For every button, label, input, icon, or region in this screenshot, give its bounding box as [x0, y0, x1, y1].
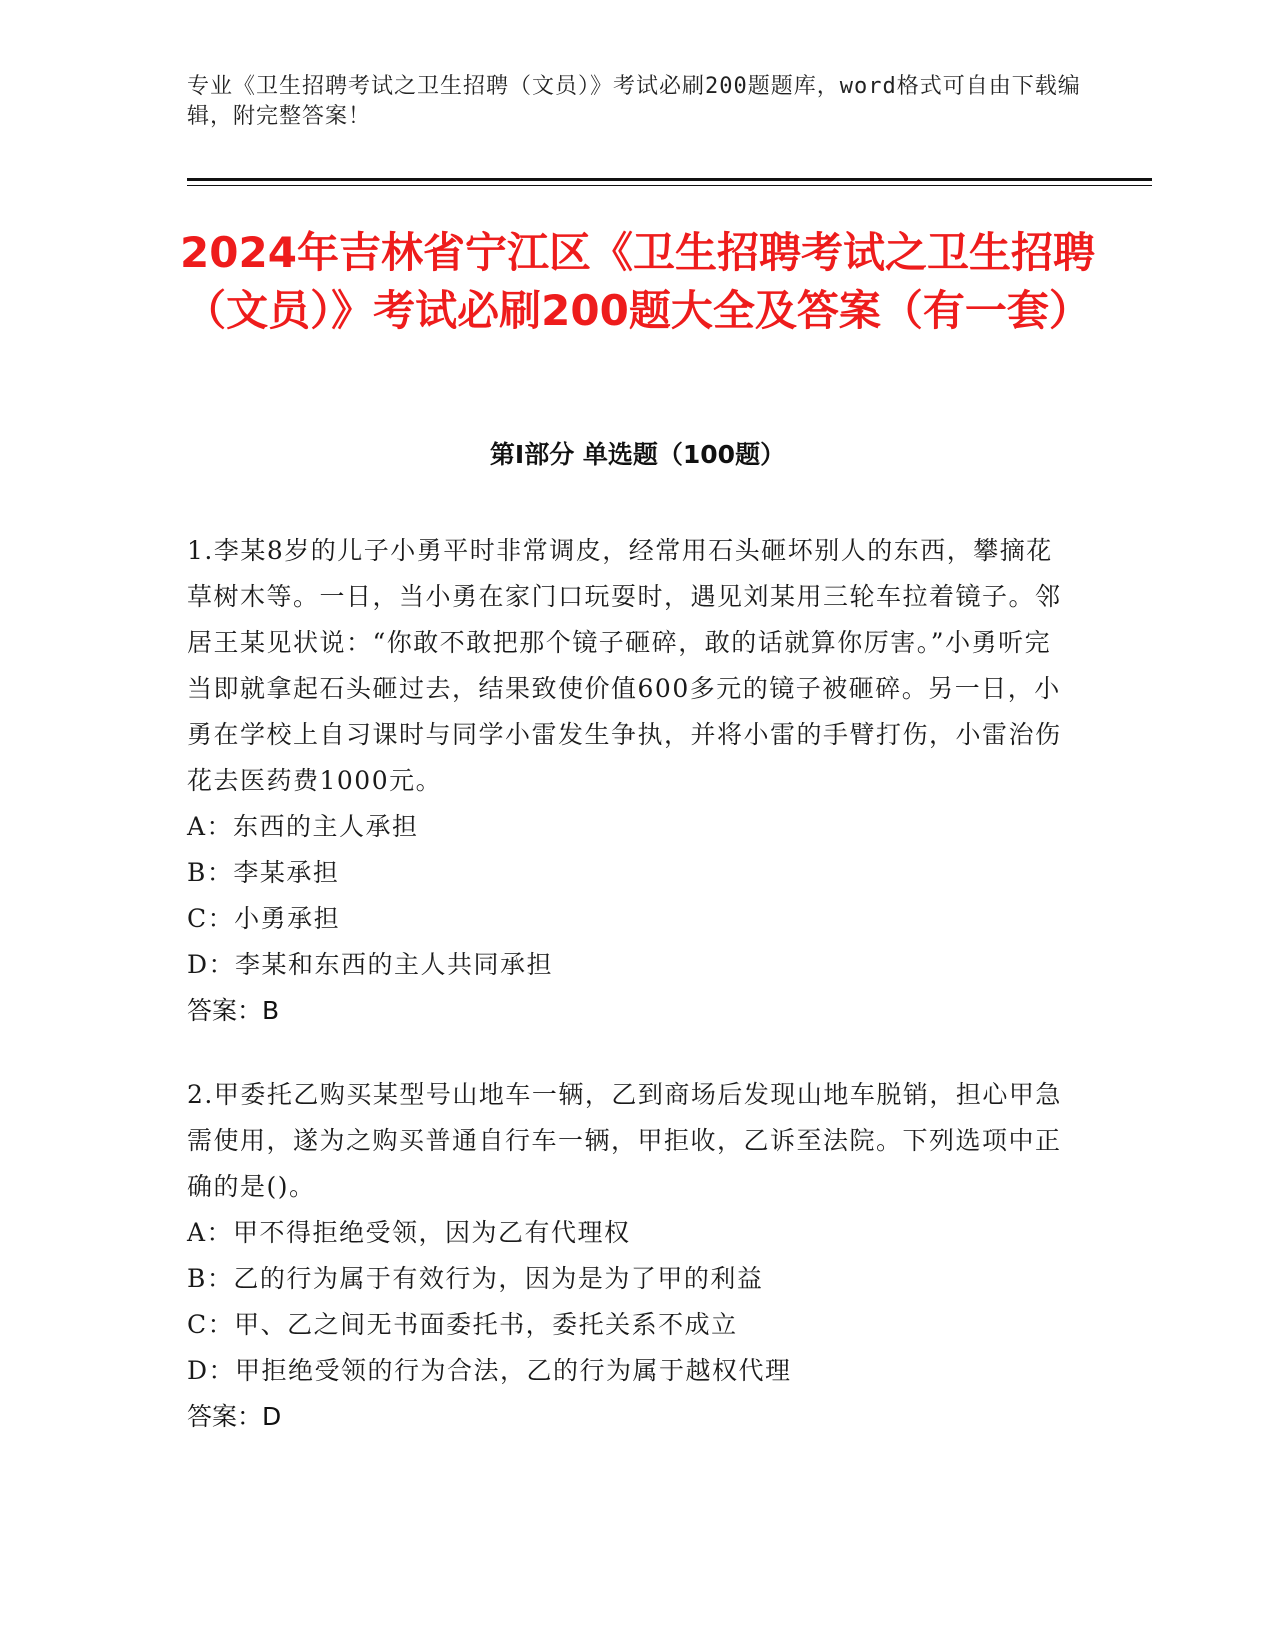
answer: 答案：D [187, 1402, 282, 1431]
option-c: C：甲、乙之间无书面委托书，委托关系不成立 [187, 1310, 738, 1339]
option-d: D：甲拒绝受领的行为合法，乙的行为属于越权代理 [187, 1356, 792, 1385]
option-b: B：乙的行为属于有效行为，因为是为了甲的利益 [187, 1264, 764, 1293]
header-divider-thin [187, 185, 1152, 186]
question-stem: 1.李某8岁的儿子小勇平时非常调皮，经常用石头砸坏别人的东西，攀摘花草树木等。一日，当小勇在家门口玩耍时，遇见刘某用三轮车拉着镜子。邻居王某见状说：“你敢不敢把那个镜子砸碎，敢的话就算你厉害。”小勇听完当即就拿起石头砸过去，结果致使价值600多元的镜子被砸碎。另一日，小勇在学校上自习课时与同学小雷发生争执，并将小雷的手臂打伤，小雷治伤花去医药费1000元。 [187, 536, 1062, 795]
document-title: 2024年吉林省宁江区《卫生招聘考试之卫生招聘（文员）》考试必刷200题大全及答案（有一套） [180, 228, 1095, 335]
option-d: D：李某和东西的主人共同承担 [187, 950, 554, 979]
option-c: C：小勇承担 [187, 904, 341, 933]
question-stem: 2.甲委托乙购买某型号山地车一辆，乙到商场后发现山地车脱销，担心甲急需使用，遂为之购买普通自行车一辆，甲拒收，乙诉至法院。下列选项中正确的是()。 [187, 1080, 1062, 1201]
header-note: 专业《卫生招聘考试之卫生招聘（文员）》考试必刷200题题库，word格式可自由下载编辑，附完整答案！ [187, 74, 1081, 129]
question-list [187, 528, 1067, 1478]
option-b: B：李某承担 [187, 858, 340, 887]
option-a: A：甲不得拒绝受领，因为乙有代理权 [187, 1218, 631, 1247]
section-heading: 第Ⅰ部分 单选题（100题） [489, 440, 786, 469]
option-a: A：东西的主人承担 [187, 812, 419, 841]
question-1 [187, 528, 1067, 1034]
question-2 [187, 1072, 1067, 1440]
header-divider-thick [187, 178, 1152, 181]
answer: 答案：B [187, 996, 280, 1025]
